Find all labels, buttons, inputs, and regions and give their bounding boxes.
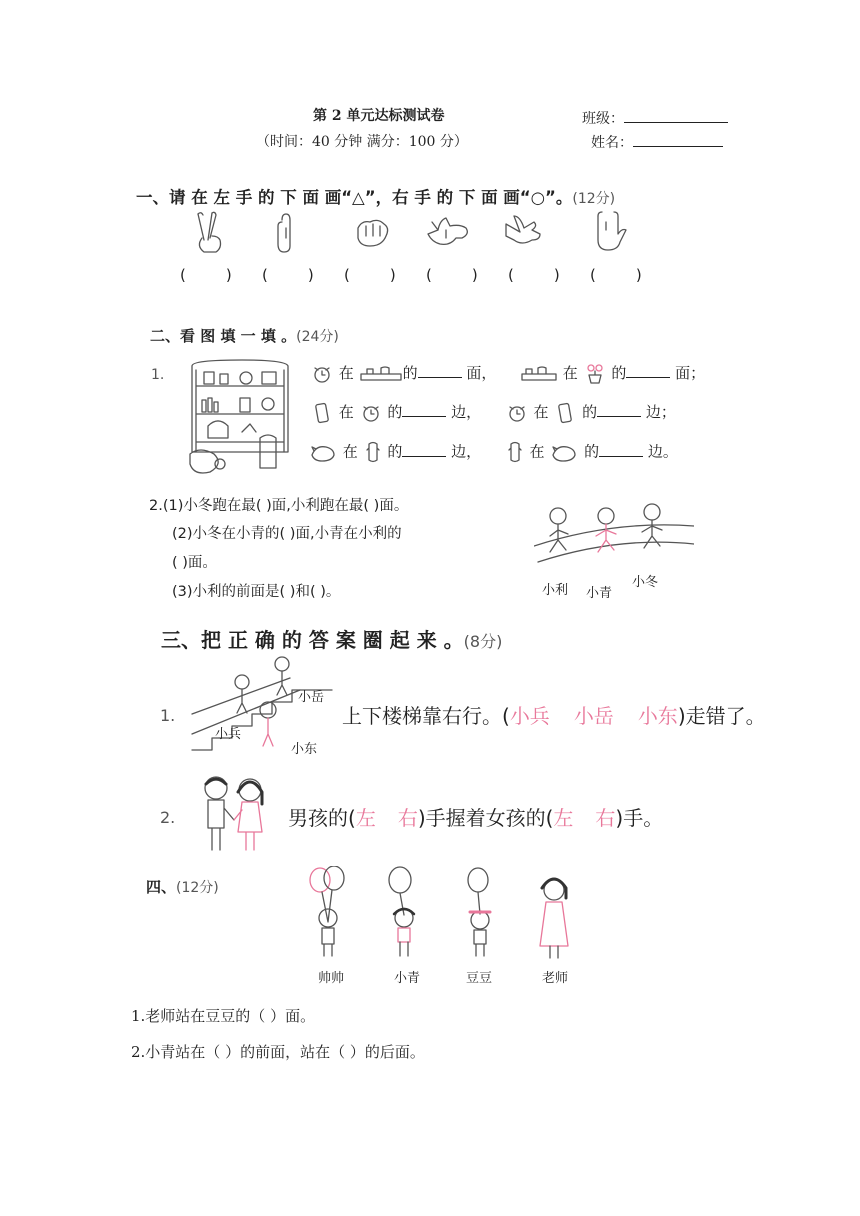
paren-open: (	[426, 266, 432, 284]
paren-close: )	[225, 266, 232, 284]
hands-row	[180, 208, 650, 258]
bookshelf-illustration	[186, 358, 294, 476]
stair-label-xiaoyue: 小岳	[298, 690, 325, 705]
section-2-title: 二、看 图 填 一 填 。	[150, 327, 297, 345]
section-4-title: 四、	[146, 878, 177, 896]
q3-1-tail: )走错了。	[677, 704, 766, 728]
name-field[interactable]	[591, 131, 723, 152]
stair-label-xiaodong: 小东	[291, 742, 318, 757]
paren-row	[180, 266, 650, 286]
section-4-score: (12分)	[176, 880, 219, 896]
paren-close: )	[307, 266, 314, 284]
people-with-balloons-illustration	[296, 866, 596, 962]
q3-1-number: 1.	[160, 706, 176, 725]
q2-line-1: 2.(1)小冬跑在最( )面,小利跑在最( )面。	[149, 498, 409, 514]
q3-1-stem: 上下楼梯靠右行。(	[342, 704, 510, 728]
cat-icon	[308, 441, 338, 463]
option-xiaobing[interactable]: 小兵	[509, 704, 550, 728]
text: 的	[387, 442, 403, 461]
runners-illustration	[534, 502, 694, 576]
left-hand-victory-icon	[198, 212, 221, 252]
section-3-heading	[161, 624, 502, 653]
q2-1-number: 1.	[151, 367, 165, 383]
text: 边，	[451, 403, 482, 421]
name-blank[interactable]	[633, 131, 723, 147]
person-label-doudou: 豆豆	[466, 971, 493, 986]
runner-label-xiaoli: 小利	[542, 583, 569, 598]
pointing-hand-icon	[428, 218, 467, 244]
paren-open: (	[590, 266, 596, 284]
q2-line-4: (3)小利的前面是( )和( )。	[172, 584, 341, 600]
position-row-3	[308, 440, 678, 464]
dog-icon	[505, 440, 525, 464]
alarm-clock-icon	[310, 364, 334, 384]
alarm-clock-icon	[505, 403, 529, 423]
text: 在	[529, 442, 545, 461]
option-xiaoyue[interactable]: 小岳	[573, 704, 614, 728]
name-label: 姓名：	[591, 135, 633, 151]
position-row-1	[310, 362, 705, 385]
dog-icon	[363, 440, 383, 464]
cat-icon	[549, 441, 579, 463]
paren-open: (	[344, 266, 350, 284]
alarm-clock-icon	[359, 403, 383, 423]
paren-6[interactable]	[590, 266, 642, 284]
q3-2-tail: )手。	[615, 806, 664, 830]
text: 边，	[451, 442, 482, 461]
section-2-heading	[150, 325, 339, 346]
text: 在	[338, 403, 354, 421]
option-girl-left[interactable]: 左	[553, 806, 574, 830]
page-title: 第 2 单元达标测试卷	[313, 108, 445, 124]
class-field[interactable]	[582, 107, 728, 128]
paren-open: (	[262, 266, 268, 284]
section-1-score: (12分)	[572, 191, 616, 207]
flower-pot-icon	[583, 363, 607, 385]
q3-1-text	[342, 700, 766, 729]
option-boy-left[interactable]: 左	[355, 806, 376, 830]
handshake-illustration	[198, 774, 268, 854]
right-hand-palm-icon	[278, 214, 290, 252]
section-3-score: (8分)	[463, 632, 503, 651]
option-boy-right[interactable]: 右	[397, 806, 418, 830]
bed-tray-icon	[359, 364, 403, 384]
runner-label-xiaoqing: 小青	[586, 586, 613, 601]
text: 的	[402, 364, 418, 382]
paren-open: (	[508, 266, 514, 284]
q3-2-stem: 男孩的(	[288, 806, 356, 830]
class-label: 班级：	[582, 111, 624, 127]
blank[interactable]	[418, 363, 462, 378]
text: 的	[611, 364, 627, 382]
blank[interactable]	[626, 363, 670, 378]
text: 面；	[675, 364, 706, 382]
section-3-title: 三、把 正 确 的 答 案 圈 起 来 。	[161, 628, 464, 652]
q3-2-number: 2.	[160, 808, 176, 827]
paren-close: )	[471, 266, 478, 284]
q2-line-3: ( )面。	[172, 555, 217, 571]
text: 边。	[647, 442, 678, 461]
q4-2-text: 2.小青站在（ ）的前面，站在（ ）的后面。	[131, 1043, 425, 1061]
text: 的	[582, 403, 598, 421]
q2-line-2: (2)小冬在小青的( )面,小青在小利的	[172, 526, 402, 542]
paren-5[interactable]	[508, 266, 560, 284]
q3-2-middle: )手握着女孩的(	[417, 806, 554, 830]
paren-4[interactable]	[426, 266, 478, 284]
section-1-title: 一、请 在 左 手 的 下 面 画“△”，右 手 的 下 面 画“○”。	[136, 188, 573, 207]
paren-close: )	[553, 266, 560, 284]
blank[interactable]	[402, 442, 446, 457]
bed-tray-icon	[520, 364, 558, 384]
class-blank[interactable]	[624, 107, 728, 123]
option-xiaodong[interactable]: 小东	[637, 704, 678, 728]
paren-2[interactable]	[262, 266, 314, 284]
q4-1-text: 1.老师站在豆豆的（ ）面。	[131, 1007, 316, 1025]
phone-icon	[310, 402, 334, 424]
person-label-xiaoqing: 小青	[394, 971, 421, 986]
section-2-score: (24分)	[296, 329, 339, 345]
text: 在	[533, 403, 549, 421]
q3-2-text	[288, 802, 663, 831]
option-girl-right[interactable]: 右	[595, 806, 616, 830]
person-label-shuaishuai: 帅帅	[318, 971, 345, 986]
paren-open: (	[180, 266, 186, 284]
text: 在	[338, 364, 354, 382]
text: 在	[562, 364, 578, 382]
hand-gesture-icon	[506, 216, 540, 243]
blank[interactable]	[597, 402, 641, 417]
section-4-heading	[146, 876, 219, 897]
section-1-heading	[136, 184, 615, 208]
position-row-2	[310, 401, 676, 424]
text: 的	[584, 442, 600, 461]
text: 面，	[466, 364, 497, 382]
runner-label-xiaodong: 小冬	[632, 575, 659, 590]
call-hand-icon	[598, 212, 626, 250]
paren-close: )	[389, 266, 396, 284]
text: 在	[342, 442, 358, 461]
paren-close: )	[635, 266, 642, 284]
fist-icon	[358, 220, 388, 246]
text: 边；	[645, 403, 676, 421]
test-time-info: （时间：40 分钟 满分：100 分）	[256, 134, 468, 150]
blank[interactable]	[402, 402, 446, 417]
phone-icon	[553, 402, 577, 424]
text: 的	[387, 403, 403, 421]
paren-1[interactable]	[180, 266, 232, 284]
blank[interactable]	[599, 442, 643, 457]
stair-label-xiaobing: 小兵	[215, 727, 242, 742]
paren-3[interactable]	[344, 266, 396, 284]
person-label-teacher: 老师	[542, 971, 569, 986]
